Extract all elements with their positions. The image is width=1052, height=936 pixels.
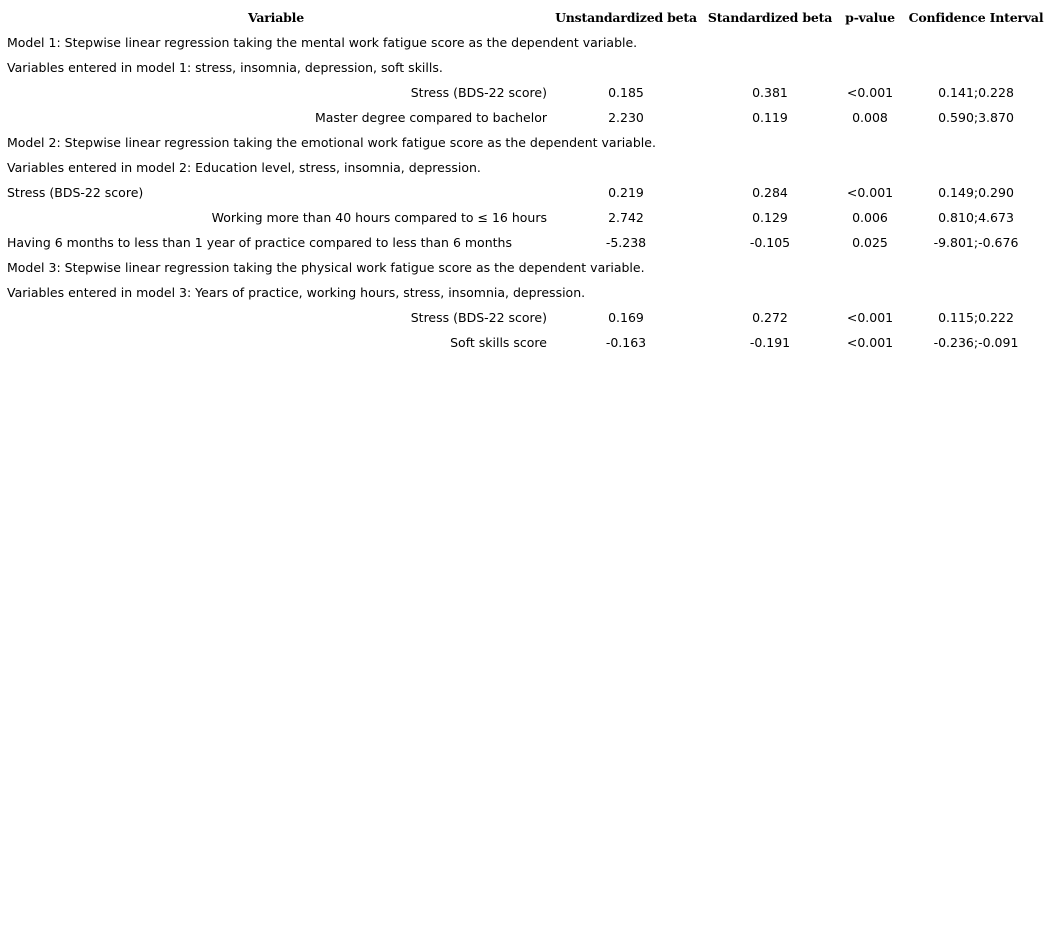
row-variable: Stress (BDS-22 score) <box>410 310 547 325</box>
model-entered-row <box>3 280 1049 305</box>
row-p-value: 0.006 <box>852 210 888 225</box>
row-confidence-interval: 0.810;4.673 <box>938 210 1014 225</box>
row-confidence-interval: 0.115;0.222 <box>938 310 1014 325</box>
row-standardized-beta: -0.105 <box>749 235 791 250</box>
row-standardized-beta: 0.129 <box>752 210 788 225</box>
model-2-title: Model 2: Stepwise linear regression taking the emotional work fatigue score as the dependent variable. <box>7 135 656 150</box>
header-variable: Variable <box>248 10 304 25</box>
row-variable: Stress (BDS-22 score) <box>410 85 547 100</box>
model-3-title: Model 3: Stepwise linear regression taking the physical work fatigue score as the dependent variable. <box>7 260 645 275</box>
row-unstandardized-beta: -0.163 <box>605 335 647 350</box>
row-p-value: 0.025 <box>852 235 888 250</box>
row-variable: Working more than 40 hours compared to ≤ 16 hours <box>211 210 547 225</box>
model-1-title: Model 1: Stepwise linear regression taking the mental work fatigue score as the dependent variable. <box>7 35 638 50</box>
table-row <box>3 105 1049 130</box>
model-entered-row <box>3 155 1049 180</box>
row-confidence-interval: -0.236;-0.091 <box>933 335 1019 350</box>
row-confidence-interval: 0.149;0.290 <box>938 185 1014 200</box>
row-unstandardized-beta: -5.238 <box>605 235 647 250</box>
header-confidence-interval: Confidence Interval <box>908 10 1044 25</box>
row-unstandardized-beta: 2.230 <box>608 110 644 125</box>
row-variable: Having 6 months to less than 1 year of practice compared to less than 6 months <box>7 235 512 250</box>
model-title-row <box>3 130 1049 155</box>
row-standardized-beta: 0.381 <box>752 85 788 100</box>
row-p-value: 0.008 <box>852 110 888 125</box>
row-unstandardized-beta: 2.742 <box>608 210 644 225</box>
row-p-value: <0.001 <box>846 335 894 350</box>
row-variable: Stress (BDS-22 score) <box>7 185 144 200</box>
row-variable: Soft skills score <box>450 335 547 350</box>
table-row <box>3 180 1049 205</box>
table-row <box>3 305 1049 330</box>
row-confidence-interval: 0.141;0.228 <box>938 85 1014 100</box>
table-row <box>3 80 1049 105</box>
header-standardized-beta: Standardized beta <box>707 10 833 25</box>
header-p-value: p-value <box>845 10 895 25</box>
model-1-entered: Variables entered in model 1: stress, insomnia, depression, soft skills. <box>7 60 443 75</box>
row-unstandardized-beta: 0.219 <box>608 185 644 200</box>
row-confidence-interval: 0.590;3.870 <box>938 110 1014 125</box>
model-2-entered: Variables entered in model 2: Education level, stress, insomnia, depression. <box>7 160 481 175</box>
row-variable: Master degree compared to bachelor <box>314 110 547 125</box>
row-standardized-beta: 0.272 <box>752 310 788 325</box>
header-row <box>3 5 1049 30</box>
model-entered-row <box>3 55 1049 80</box>
row-p-value: <0.001 <box>846 310 894 325</box>
regression-table <box>3 5 1049 355</box>
model-3-entered: Variables entered in model 3: Years of practice, working hours, stress, insomnia, depression. <box>7 285 586 300</box>
row-standardized-beta: -0.191 <box>749 335 791 350</box>
table-row <box>3 330 1049 355</box>
row-unstandardized-beta: 0.169 <box>608 310 644 325</box>
row-standardized-beta: 0.284 <box>752 185 788 200</box>
header-unstandardized-beta: Unstandardized beta <box>555 10 697 25</box>
row-p-value: <0.001 <box>846 185 894 200</box>
model-title-row <box>3 30 1049 55</box>
row-confidence-interval: -9.801;-0.676 <box>933 235 1019 250</box>
row-standardized-beta: 0.119 <box>752 110 788 125</box>
model-title-row <box>3 255 1049 280</box>
row-unstandardized-beta: 0.185 <box>608 85 644 100</box>
table-row <box>3 230 1049 255</box>
row-p-value: <0.001 <box>846 85 894 100</box>
table-row <box>3 205 1049 230</box>
